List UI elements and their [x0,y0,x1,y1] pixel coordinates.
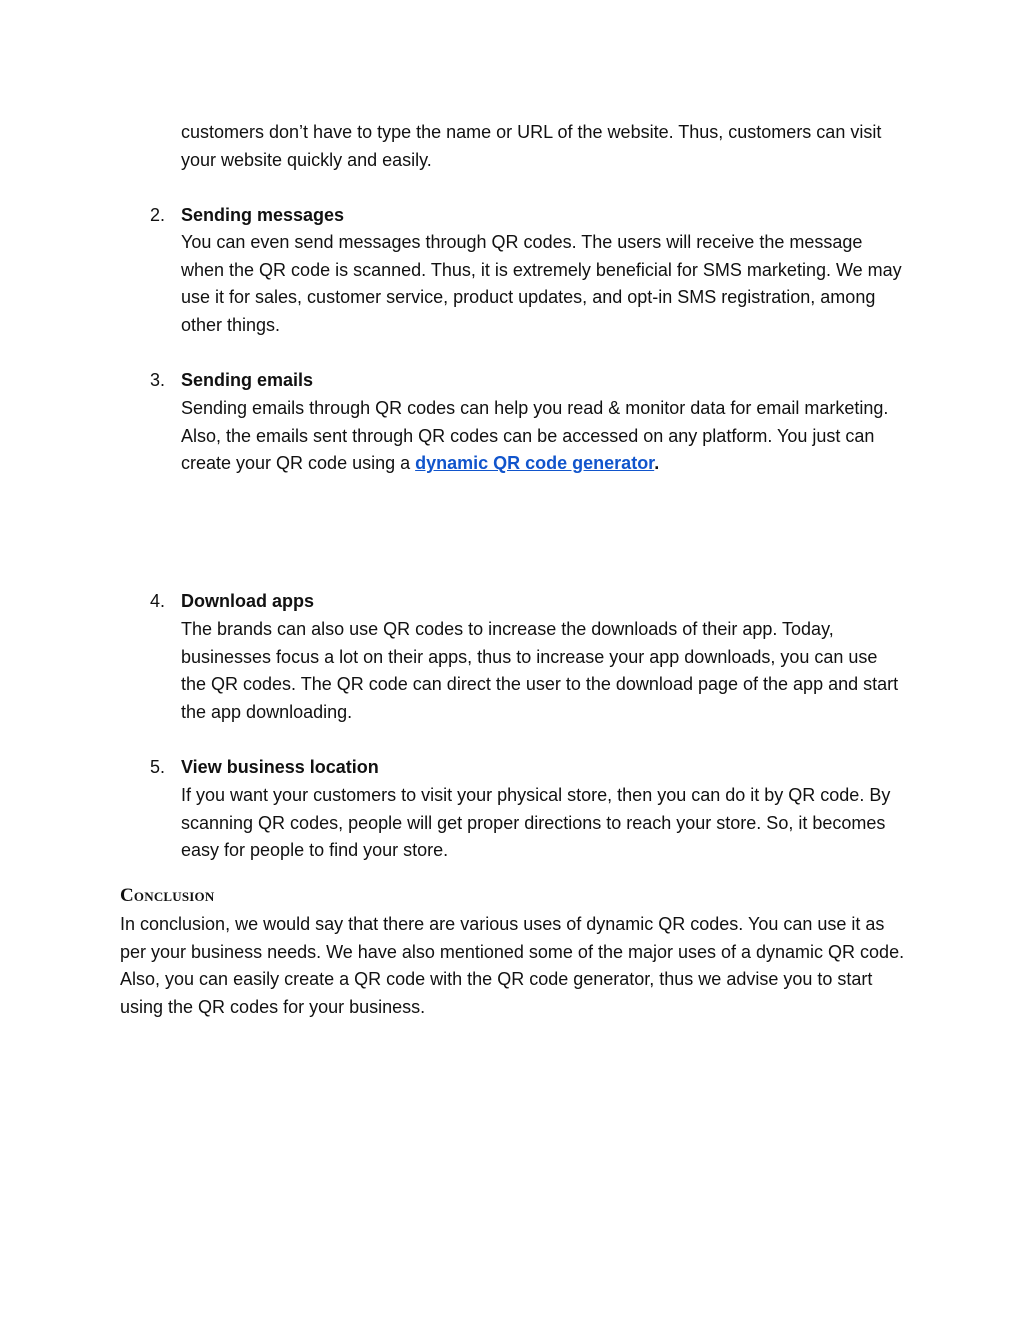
list-item-title: Download apps [181,591,315,611]
list-item-body [181,395,906,478]
list-item-body: If you want your customers to visit your physical store, then you can do it by QR code. By scanning QR codes, people will get proper directions to reach your store. So, it becomes easy for people to find your store. [181,785,891,861]
list-item-title: Sending emails [181,370,314,390]
list-item-body-text: Sending emails through QR codes can help you read & monitor data for email marketing. Also, the emails sent through QR codes can be accessed on any platform. You just can create your QR code using a [181,398,889,474]
section-heading: Conclusion [120,885,215,906]
list-number: 2. [150,205,166,225]
link-trailing-period: . [654,453,660,474]
list-number: 4. [150,591,166,611]
dynamic-qr-code-generator-link[interactable]: dynamic QR code generator [415,453,655,474]
list-item-title: View business location [181,757,379,777]
list-item-body: The brands can also use QR codes to increase the downloads of their app. Today, businesses focus a lot on their apps, thus to increase your app downloads, you can use the QR codes. The QR code can direct the user to the download page of the app and start the app downloading. [181,619,899,722]
list-number: 3. [150,370,166,390]
list-item-title: Sending messages [181,205,345,225]
list-item-body: You can even send messages through QR codes. The users will receive the message when the QR code is scanned. Thus, it is extremely beneficial for SMS marketing. We may use it for sales, customer service, product updates, and opt-in SMS registration, among other things. [181,232,902,335]
intro-paragraph: customers don’t have to type the name or URL of the website. Thus, customers can visit your website quickly and easily. [181,122,882,170]
conclusion-paragraph: In conclusion, we would say that there are various uses of dynamic QR codes. You can use it as per your business needs. We have also mentioned some of the major uses of a dynamic QR code. Also, you can easily create a QR code with the QR code generator, thus we advise you to start using the QR codes for your business. [120,914,905,1017]
list-number: 5. [150,757,166,777]
